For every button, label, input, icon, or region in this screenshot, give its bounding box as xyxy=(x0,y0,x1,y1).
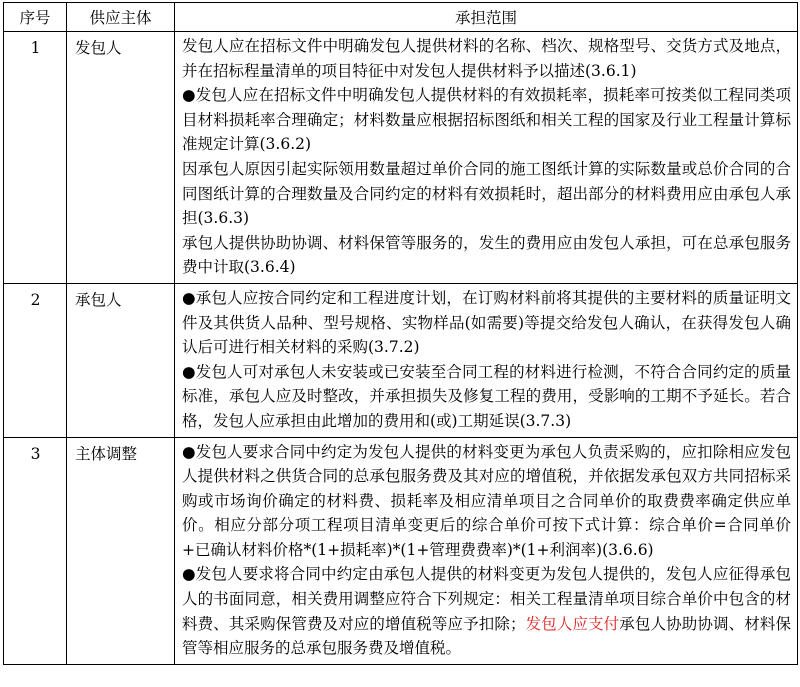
table-row xyxy=(4,283,798,437)
scope-paragraph xyxy=(182,231,791,280)
scope-paragraph xyxy=(182,440,791,563)
scope-paragraph xyxy=(182,286,791,360)
scope-text: 因承包人原因引起实际领用数量超过单价合同的施工图纸计算的实际数量或总价合同的合同图纸计算的合理数量及合同约定的材料有效损耗时，超出部分的材料费用应由承包人承担(3.6.3) xyxy=(182,159,791,228)
scope-paragraph xyxy=(182,83,791,157)
row-scope xyxy=(175,32,798,284)
scope-text: ●发包人应在招标文件中明确发包人提供材料的有效损耗率，损耗率可按类似工程同类项目材料损耗率合理确定；材料数量应根据招标图纸和相关工程的国家及行业工程量计算标准规定计算(3.6.2) xyxy=(182,86,791,154)
scope-text: ●发包人可对承包人未安装或已安装至合同工程的材料进行检测，不符合合同约定的质量标准，承包人应及时整改，并承担损失及修复工程的费用，受影响的工期不予延长。若合格，发包人应承担由此增加的费用和(或)工期延误(3.7.3) xyxy=(182,362,791,430)
scope-text: ●承包人应按合同约定和工程进度计划，在订购材料前将其提供的主要材料的质量证明文件及其供货人品种、型号规格、实物样品(如需要)等提交给发包人确认，在获得发包人确认后可进行相关材料的采购(3.7.2) xyxy=(182,288,791,357)
row-number: 1 xyxy=(4,32,67,284)
material-supply-table xyxy=(3,2,798,665)
row-subject: 发包人 xyxy=(67,32,175,284)
scope-text: ●发包人要求将合同中约定由承包人提供的材料变更为发包人提供的，发包人应征得承包人的书面同意，相关费用调整应符合下列规定：相关工程量清单项目综合单价中包含的材料费、其采购保管费及对应的增值税等应予扣除； xyxy=(182,565,791,633)
row-number: 2 xyxy=(4,283,67,437)
header-row xyxy=(4,3,798,32)
scope-paragraph xyxy=(182,360,791,434)
scope-text: ●发包人要求合同中约定为发包人提供的材料变更为承包人负责采购的，应扣除相应发包人提供材料之供货合同的总承包服务费及其对应的增值税，并依据发承包双方共同招标采购或市场询价确定的材料费、损耗率及相应清单项目之合同单价的取费费率确定供应单价。相应分部分项工程项目清单变更后的综合单价可按下式计算：综合单价=合同单价+已确认材料价格*(1+损耗率)*(1+管理费费率)*(1+利润率)(3.6.6) xyxy=(182,442,791,559)
scope-text: 承包人协助协调、材料保管等相应服务的总承包服务费及增值税。 xyxy=(182,614,791,658)
header-scope-of-responsibility: 承担范围 xyxy=(175,3,798,32)
row-scope xyxy=(175,437,798,664)
header-supply-subject: 供应主体 xyxy=(67,3,175,32)
row-subject: 承包人 xyxy=(67,283,175,437)
table-row xyxy=(4,437,798,664)
scope-paragraph xyxy=(182,562,791,660)
scope-paragraph xyxy=(182,34,791,83)
scope-text: 承包人提供协助协调、材料保管等服务的，发生的费用应由发包人承担，可在总承包服务费中计取(3.6.4) xyxy=(182,233,791,277)
scope-paragraph xyxy=(182,157,791,231)
header-serial-number: 序号 xyxy=(4,3,67,32)
highlighted-text: 发包人应支付 xyxy=(525,614,620,633)
row-number: 3 xyxy=(4,437,67,664)
scope-text: 发包人应在招标文件中明确发包人提供材料的名称、档次、规格型号、交货方式及地点，并在招标程量清单的项目特征中对发包人提供材料予以描述(3.6.1) xyxy=(182,37,791,80)
row-scope xyxy=(175,283,798,437)
row-subject: 主体调整 xyxy=(67,437,175,664)
table-row xyxy=(4,32,798,284)
